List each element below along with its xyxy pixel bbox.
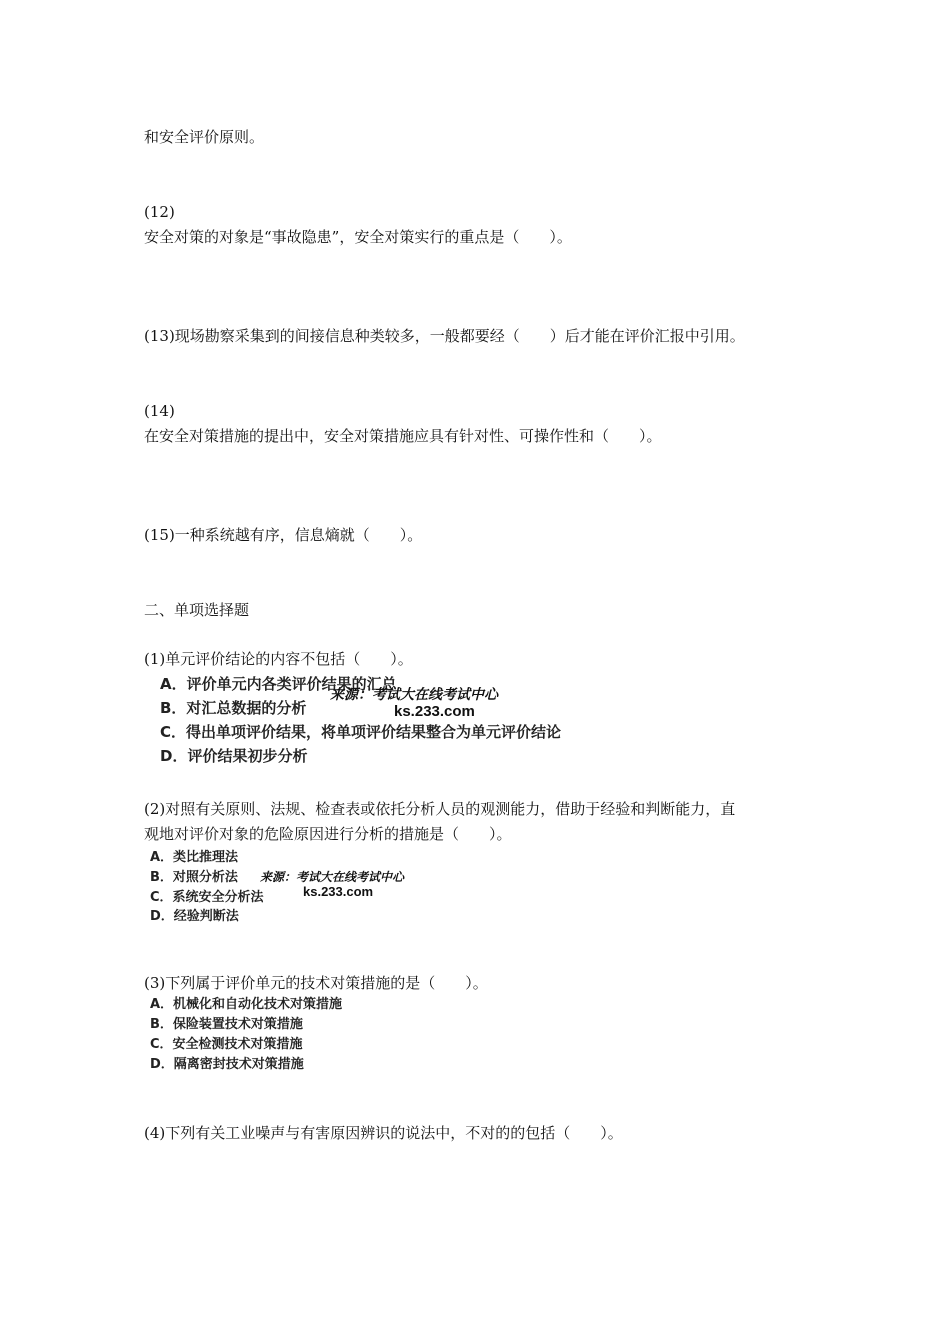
section-heading: 二、单项选择题 xyxy=(144,601,250,619)
s3-option-d: D．隔离密封技术对策措施 xyxy=(150,1057,304,1072)
s4-question: (4)下列有关工业噪声与有害原因辨识的说法中，不对的的包括（ ）。 xyxy=(144,1124,623,1142)
s2-option-d: D．经验判断法 xyxy=(150,909,239,924)
s3-option-c: C．安全检测技术对策措施 xyxy=(150,1037,303,1052)
s3-option-b: B．保险装置技术对策措施 xyxy=(150,1017,303,1032)
s3-question: (3)下列属于评价单元的技术对策措施的是（ ）。 xyxy=(144,974,488,992)
s2-watermark-url: ks.233.com xyxy=(303,884,374,899)
s2-watermark-source: 来源：考试大在线考试中心 xyxy=(260,870,405,884)
s1-watermark-url: ks.233.com xyxy=(394,703,475,720)
s1-option-a: A．评价单元内各类评价结果的汇总 xyxy=(160,675,397,693)
s1-option-c: C．得出单项评价结果，将单项评价结果整合为单元评价结论 xyxy=(160,723,562,741)
s3-option-a: A．机械化和自动化技术对策措施 xyxy=(150,997,343,1012)
s1-question: (1)单元评价结论的内容不包括（ ）。 xyxy=(144,650,413,668)
s2-option-c: C．系统安全分析法 xyxy=(150,890,264,905)
intro-tail: 和安全评价原则。 xyxy=(144,128,265,146)
s2-question-line1: (2)对照有关原则、法规、检查表或依托分析人员的观测能力，借助于经验和判断能力，直 xyxy=(144,800,736,818)
s1-option-b: B．对汇总数据的分析 xyxy=(160,699,307,717)
q13-text: (13)现场勘察采集到的间接信息种类较多，一般都要经（ ）后才能在评价汇报中引用。 xyxy=(144,327,745,345)
q12-text: 安全对策的对象是“事故隐患”，安全对策实行的重点是（ ）。 xyxy=(144,228,572,246)
q12-number: (12) xyxy=(144,203,175,221)
s2-option-b: B．对照分析法 xyxy=(150,870,238,885)
q14-number: (14) xyxy=(144,402,175,420)
q14-text: 在安全对策措施的提出中，安全对策措施应具有针对性、可操作性和（ ）。 xyxy=(144,427,662,445)
s1-watermark-source: 来源：考试大在线考试中心 xyxy=(330,687,498,703)
s2-question-line2: 观地对评价对象的危险原因进行分析的措施是（ ）。 xyxy=(144,825,512,843)
s1-option-d: D．评价结果初步分析 xyxy=(160,747,308,765)
s2-option-a: A．类比推理法 xyxy=(150,850,239,865)
q15-text: (15)一种系统越有序，信息熵就（ ）。 xyxy=(144,526,423,544)
